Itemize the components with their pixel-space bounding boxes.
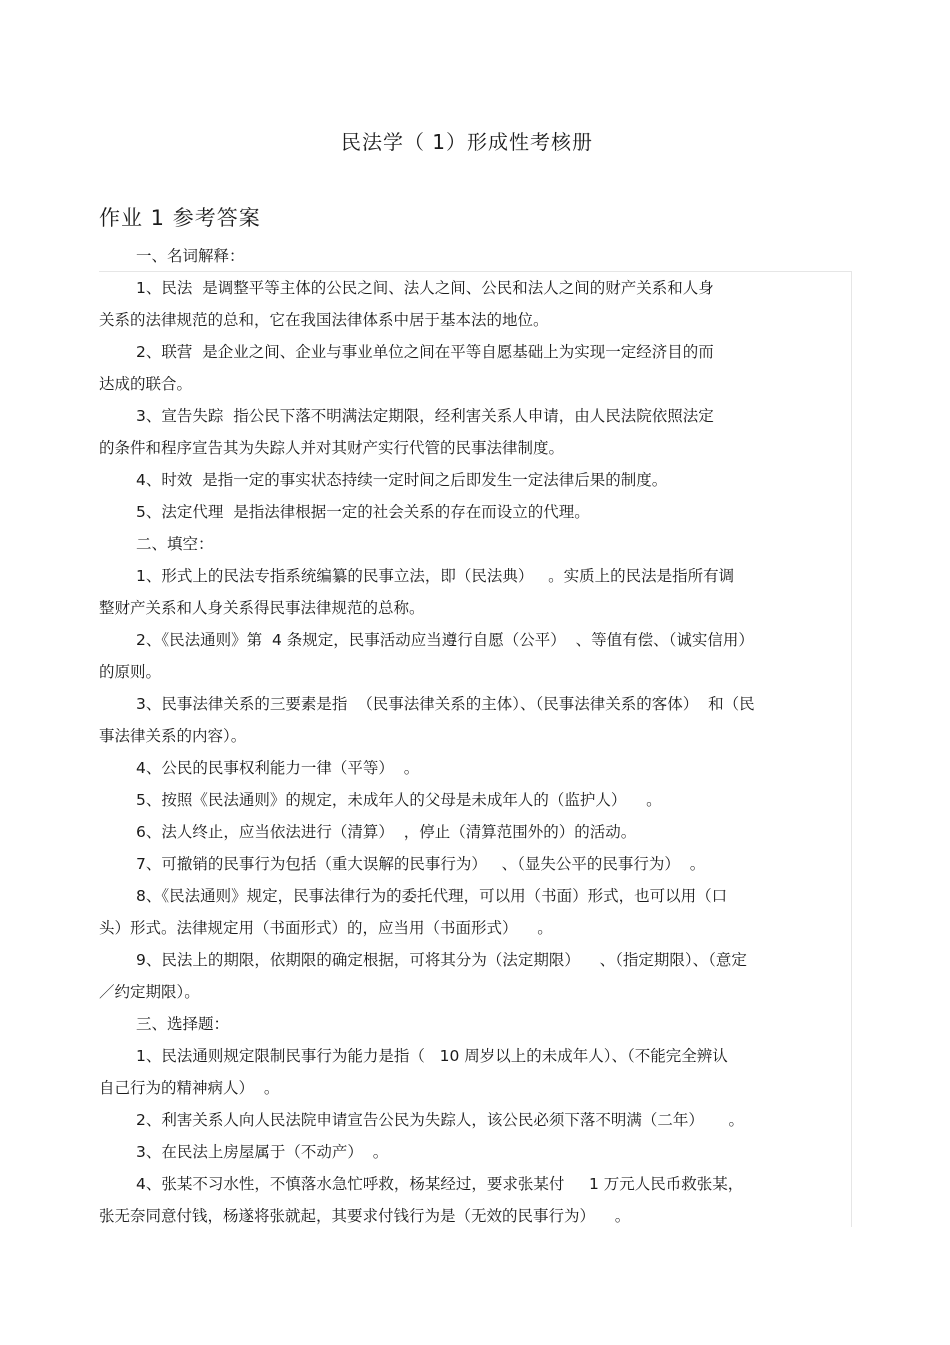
text-line: 3、在民法上房屋属于（不动产） 。 (136, 1143, 389, 1161)
text-line: 4、公民的民事权利能力一律（平等） 。 (136, 759, 420, 777)
text-line: 的条件和程序宣告其为失踪人并对其财产实行代管的民事法律制度。 (99, 439, 565, 457)
document-title: 民法学（ 1）形成性考核册 (340, 130, 594, 154)
section-heading: 作业 1 参考答案 (99, 206, 261, 230)
text-line: 4、张某不习水性，不慎落水急忙呼救，杨某经过，要求张某付 1 万元人民币救张某， (136, 1175, 744, 1193)
text-line: 张无奈同意付钱，杨遂将张就起，其要求付钱行为是（无效的民事行为） 。 (99, 1207, 631, 1225)
section-label-fill-in: 二、填空： (136, 535, 214, 553)
text-line: 关系的法律规范的总和，它在我国法律体系中居于基本法的地位。 (99, 311, 549, 329)
text-line: 7、可撤销的民事行为包括（重大误解的民事行为） 、（显失公平的民事行为） 。 (136, 855, 706, 873)
section-label-definitions: 一、名词解释： (136, 247, 245, 265)
text-line: 9、民法上的期限，依期限的确定根据，可将其分为（法定期限） 、（指定期限）、（意定 (136, 951, 747, 969)
text-line: 3、宣告失踪 指公民下落不明满法定期限，经利害关系人申请，由人民法院依照法定 (136, 407, 714, 425)
text-line: 1、民法通则规定限制民事行为能力是指（ 10 周岁以上的未成年人）、（不能完全辨认 (136, 1047, 728, 1065)
text-line: 1、形式上的民法专指系统编纂的民事立法，即（民法典） 。实质上的民法是指所有调 (136, 567, 735, 585)
text-line: 8、《民法通则》规定，民事法律行为的委托代理，可以用（书面）形式，也可以用（口 (136, 887, 728, 905)
text-line: 1、民法 是调整平等主体的公民之间、法人之间、公民和法人之间的财产关系和人身 (136, 279, 714, 297)
text-line: 5、法定代理 是指法律根据一定的社会关系的存在而设立的代理。 (136, 503, 590, 521)
text-line: 2、利害关系人向人民法院申请宣告公民为失踪人，该公民必须下落不明满（二年） 。 (136, 1111, 744, 1129)
section-label-choice: 三、选择题： (136, 1015, 230, 1033)
text-line: 整财产关系和人身关系得民事法律规范的总称。 (99, 599, 425, 617)
text-line: 2、《民法通则》第 4 条规定，民事活动应当遵行自愿（公平） 、等值有偿、（诚实信用） (136, 631, 754, 649)
text-line: 4、时效 是指一定的事实状态持续一定时间之后即发生一定法律后果的制度。 (136, 471, 668, 489)
text-line: 事法律关系的内容）。 (99, 727, 247, 745)
text-line: 的原则。 (99, 663, 162, 681)
text-line: 达成的联合。 (99, 375, 193, 393)
text-line: 自己行为的精神病人） 。 (99, 1079, 280, 1097)
text-line: ／约定期限）。 (99, 983, 200, 1001)
text-line: 2、联营 是企业之间、企业与事业单位之间在平等自愿基础上为实现一定经济目的而 (136, 343, 714, 361)
text-line: 头）形式。法律规定用（书面形式）的，应当用（书面形式） 。 (99, 919, 553, 937)
text-line: 6、法人终止，应当依法进行（清算） ，停止（清算范围外的）的活动。 (136, 823, 637, 841)
text-line: 5、按照《民法通则》的规定，未成年人的父母是未成年人的（监护人） 。 (136, 791, 662, 809)
text-line: 3、民事法律关系的三要素是指 （民事法律关系的主体）、（民事法律关系的客体） 和（民 (136, 695, 755, 713)
